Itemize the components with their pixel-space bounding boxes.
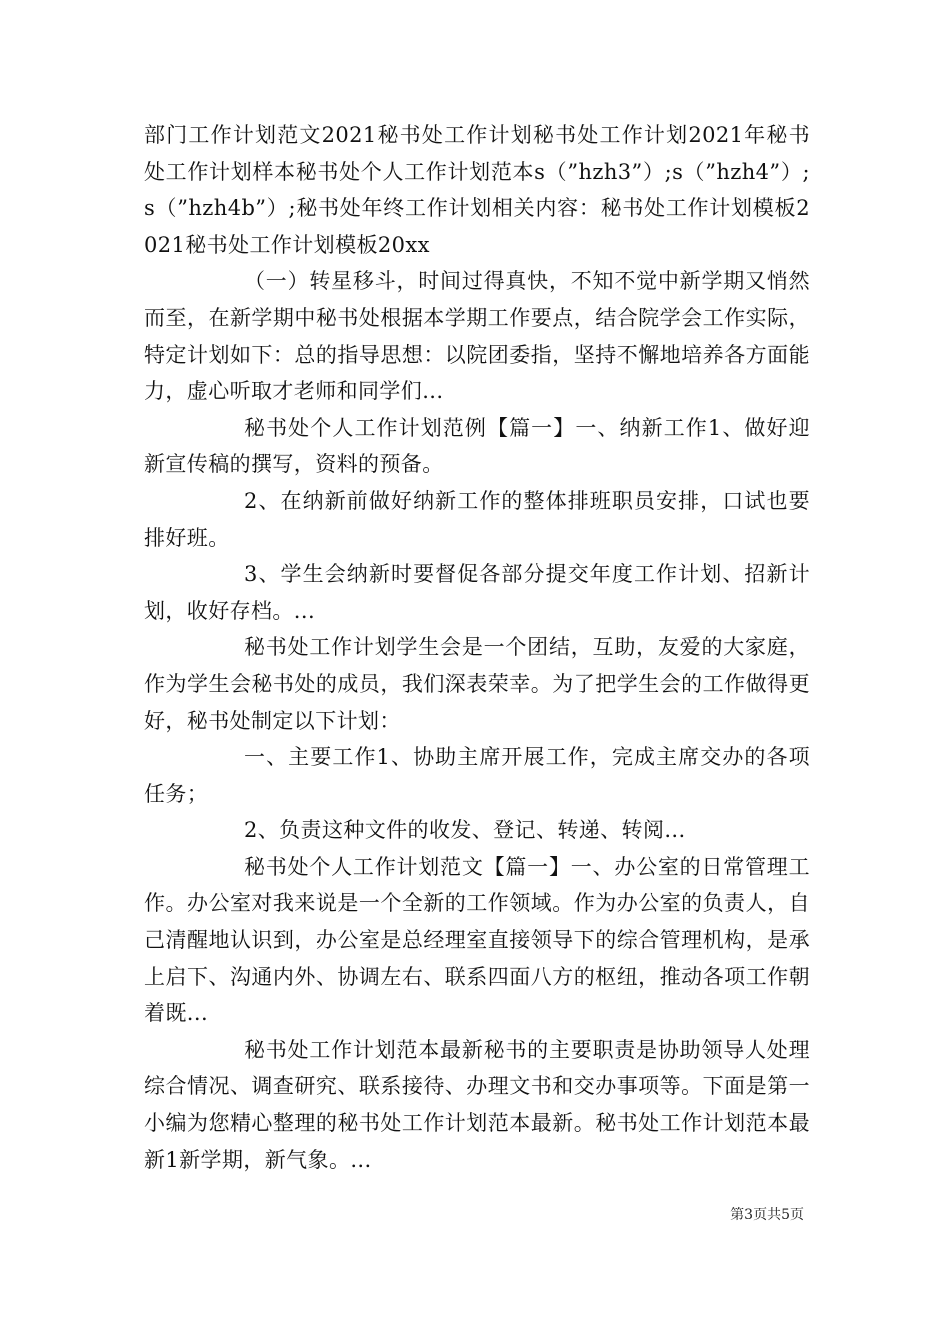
paragraph-7: 2、负责这种文件的收发、登记、转递、转阅... bbox=[244, 818, 686, 843]
document-body bbox=[144, 117, 810, 1178]
paragraph-intro: 部门工作计划范文2021秘书处工作计划秘书处工作计划2021年秘书处工作计划样本秘书处个人工作计划范本s（”hzh3”）;s（”hzh4”）;s（”hzh4b”）;秘书处年终工作计划相关内容：秘书处工作计划模板2021秘书处工作计划模板20xx bbox=[144, 123, 810, 257]
paragraph-2: 秘书处个人工作计划范例【篇一】一、纳新工作1、做好迎新宣传稿的撰写，资料的预备。 bbox=[144, 415, 810, 477]
paragraph-4: 3、学生会纳新时要督促各部分提交年度工作计划、招新计划，收好存档。... bbox=[144, 562, 810, 623]
page-number-footer: 第3页共5页 bbox=[730, 1207, 804, 1223]
paragraph-6: 一、主要工作1、协助主席开展工作，完成主席交办的各项任务； bbox=[144, 745, 810, 806]
paragraph-9: 秘书处工作计划范本最新秘书的主要职责是协助领导人处理综合情况、调查研究、联系接待、办理文书和交办事项等。下面是第一小编为您精心整理的秘书处工作计划范本最新。秘书处工作计划范本最新1新学期，新气象。... bbox=[144, 1037, 810, 1172]
paragraph-8: 秘书处个人工作计划范文【篇一】一、办公室的日常管理工作。办公室对我来说是一个全新的工作领域。作为办公室的负责人，自己清醒地认识到，办公室是总经理室直接领导下的综合管理机构，是承上启下、沟通内外、协调左右、联系四面八方的枢纽，推动各项工作朝着既... bbox=[144, 854, 810, 1026]
paragraph-5: 秘书处工作计划学生会是一个团结，互助，友爱的大家庭，作为学生会秘书处的成员，我们深表荣幸。为了把学生会的工作做得更好，秘书处制定以下计划： bbox=[144, 635, 810, 733]
paragraph-3: 2、在纳新前做好纳新工作的整体排班职员安排，口试也要排好班。 bbox=[144, 488, 810, 550]
paragraph-1: （一）转星移斗，时间过得真快，不知不觉中新学期又悄然而至，在新学期中秘书处根据本学期工作要点，结合院学会工作实际，特定计划如下：总的指导思想：以院团委指，坚持不懈地培养各方面能力，虚心听取才老师和同学们... bbox=[144, 269, 810, 404]
